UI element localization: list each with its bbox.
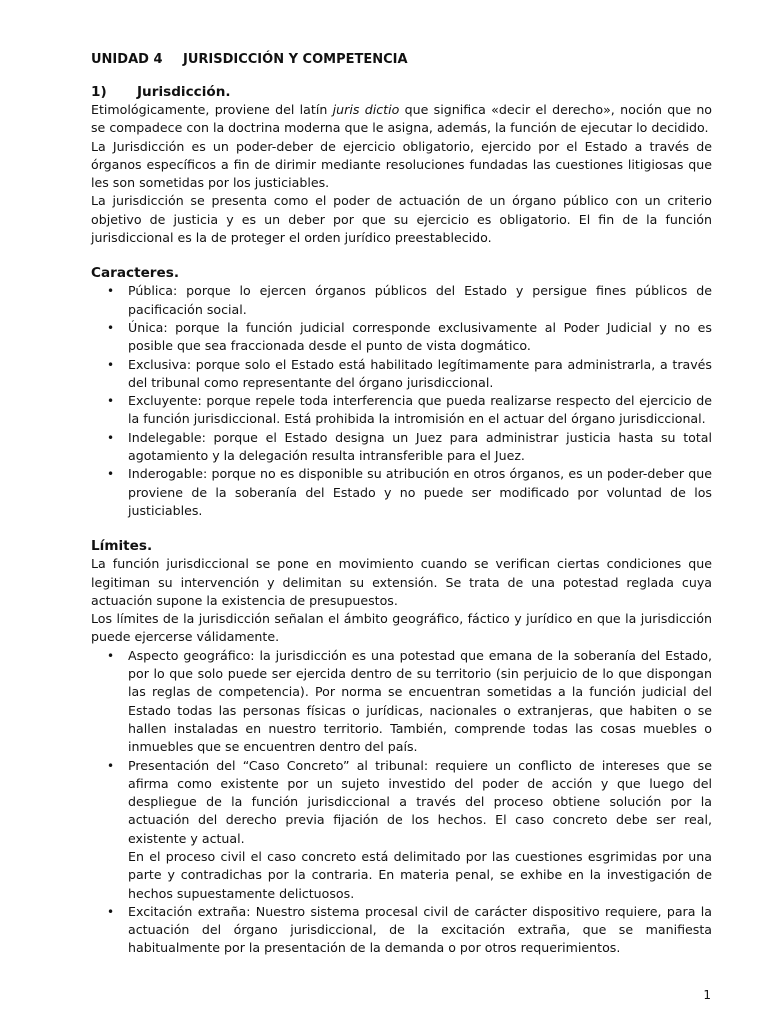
paragraph-text: Etimológicamente, proviene del latín [91, 102, 333, 117]
list-item-text: Inderogable: porque no es disponible su atribución en otros órganos, es un poder-deber que proviene de la soberanía del Estado y no puede ser modificado por voluntad de los justiciables. [128, 466, 712, 518]
caracteres-heading: Caracteres. [91, 265, 179, 282]
list-item [91, 757, 712, 903]
bullet-icon: • [107, 430, 115, 445]
list-item-text: Aspecto geográfico: la jurisdicción es una potestad que emana de la soberanía del Estado, por lo que solo puede ser ejercida dentro de su territorio (sin perjuicio de lo que dispongan las reglas de competencia). Por norma se encuentran sometidas a la función judicial del Estado todas las personas físicas o jurídicas, nacionales o extranjeras, que habiten o se hallen instaladas en nuestro territorio. También, comprende todas las cosas muebles o inmuebles que se encuentren dentro del país. [128, 647, 712, 755]
unit-title: JURISDICCIÓN Y COMPETENCIA [183, 52, 408, 67]
page-number: 1 [703, 988, 711, 1002]
latin-term: juris dictio [332, 102, 400, 117]
list-item [91, 465, 712, 520]
list-item [91, 356, 712, 393]
list-item-text: Excluyente: porque repele toda interferencia que pueda realizarse respecto del ejercicio de la función jurisdiccional. Está prohibida la intromisión en el actuar del órgano jurisdiccional. [128, 393, 712, 427]
unit-number: UNIDAD 4 [91, 52, 163, 67]
unit-heading [91, 52, 712, 67]
paragraph-etimologia [91, 101, 712, 138]
list-item-text: Pública: porque lo ejercen órganos públicos del Estado y persigue fines públicos de pacificación social. [128, 283, 712, 317]
list-item [91, 319, 712, 356]
list-item-text: Indelegable: porque el Estado designa un Juez para administrar justicia hasta su total agotamiento y la delegación resulta intransferible para el Juez. [128, 429, 712, 464]
section-jurisdiccion-heading [91, 83, 712, 101]
limites-heading: Límites. [91, 538, 153, 555]
document-content [91, 52, 712, 958]
bullet-icon: • [107, 357, 115, 372]
list-item-extra-text: En el proceso civil el caso concreto está delimitado por las cuestiones esgrimidas por una parte y contradichas por la contraria. En materia penal, se exhibe en la investigación de hechos supuestamente delictuosos. [128, 848, 712, 901]
list-item [91, 282, 712, 319]
list-item-text: Presentación del “Caso Concreto” al tribunal: requiere un conflicto de intereses que se afirma como existente por un sujeto investido del poder de acción y que luego del despliegue de la función jurisdiccional a través del proceso obtiene solución por la actuación del derecho previa fijación de los hechos. El caso concreto debe ser real, existente y actual. [128, 757, 712, 846]
list-item-text: Única: porque la función judicial corresponde exclusivamente al Poder Judicial y no es posible que sea fraccionada desde el punto de vista dogmático. [128, 319, 712, 354]
section-number: 1) [91, 84, 107, 100]
section-title: Jurisdicción. [137, 84, 231, 100]
bullet-icon: • [107, 284, 115, 299]
paragraph-definicion: La Jurisdicción es un poder-deber de ejercicio obligatorio, ejercido por el Estado a través de órganos específicos a fin de dirimir mediante resoluciones fundadas las cuestiones litigiosas que les son sometidas por los justiciables. [91, 138, 712, 191]
list-item [91, 903, 712, 958]
list-item [91, 429, 712, 466]
bullet-icon: • [107, 904, 115, 919]
bullet-icon: • [107, 320, 115, 335]
paragraph-text: que significa «decir el derecho», noción que no se compadece con la doctrina moderna que le asigna, además, la función de ejecutar lo decidido. [91, 102, 713, 136]
bullet-icon: • [107, 758, 115, 773]
bullet-icon: • [107, 394, 115, 409]
list-item [91, 647, 712, 757]
bullet-icon: • [107, 648, 115, 663]
paragraph-limites-intro: La función jurisdiccional se pone en movimiento cuando se verifican ciertas condiciones que legitiman su intervención y delimitan su extensión. Se trata de una potestad reglada cuya actuación supone la existencia de presupuestos. [91, 556, 712, 608]
paragraph-poder-actuacion: La jurisdicción se presenta como el poder de actuación de un órgano público con un criterio objetivo de justicia y es un deber por que su ejercicio es obligatorio. El fin de la función jurisdiccional es la de proteger el orden jurídico preestablecido. [91, 193, 712, 246]
limites-list [91, 647, 712, 958]
bullet-icon: • [107, 467, 115, 482]
caracteres-list [91, 282, 712, 520]
list-item [91, 392, 712, 429]
list-item-text: Exclusiva: porque solo el Estado está habilitado legítimamente para administrarla, a través del tribunal como representante del órgano jurisdiccional. [128, 356, 712, 390]
paragraph-limites-ambito: Los límites de la jurisdicción señalan el ámbito geográfico, fáctico y jurídico en que la jurisdicción puede ejercerse válidamente. [91, 611, 712, 645]
list-item-text: Excitación extraña: Nuestro sistema procesal civil de carácter dispositivo requiere, para la actuación del órgano jurisdiccional, de la excitación extraña, que se manifiesta habitualmente por la presentación de la demanda o por otros requerimientos. [128, 903, 712, 956]
